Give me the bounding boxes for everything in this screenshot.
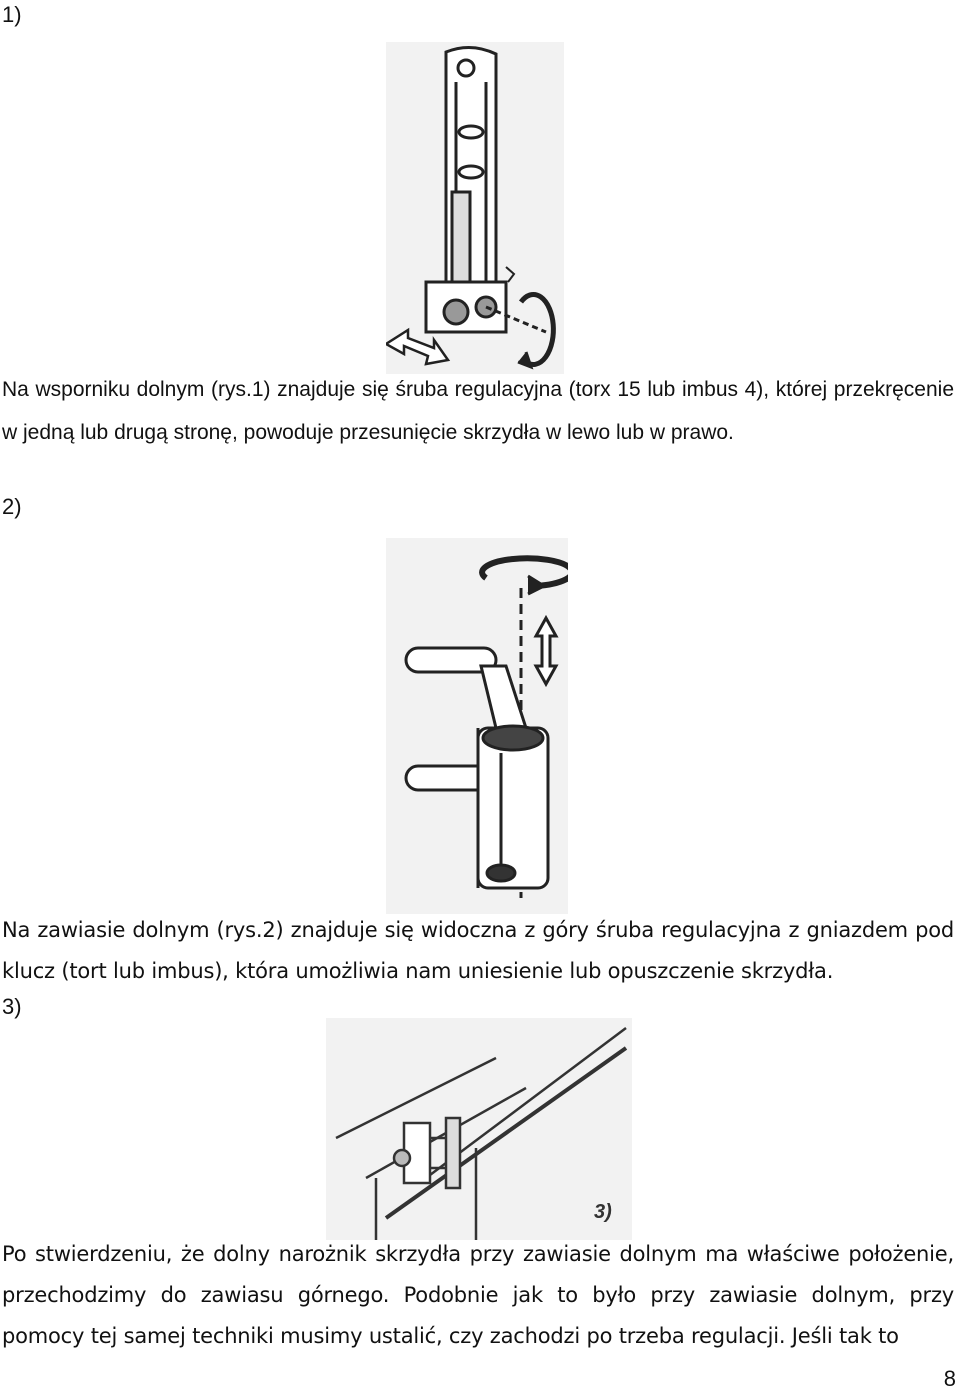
page-number: 8: [943, 1366, 956, 1391]
figure-3-label: 3): [2, 994, 22, 1019]
figure-3-caption: 3): [594, 1201, 612, 1223]
figure-3-illustration: [326, 1018, 632, 1240]
figure-1-label: 1): [2, 2, 22, 27]
figure-2-illustration: [386, 538, 568, 914]
figure-2-label: 2): [2, 494, 22, 519]
paragraph-1: Na wsporniku dolnym (rys.1) znajduje się śruba regulacyjna (torx 15 lub imbus 4), której przekręcenie w jedną lub drugą stronę, powoduje przesunięcie skrzydła w lewo lub w prawo.: [2, 378, 954, 444]
figure-1-illustration: [386, 42, 564, 374]
paragraph-2: Na zawiasie dolnym (rys.2) znajduje się widoczna z góry śruba regulacyjna z gniazdem pod klucz (tort lub imbus), która umożliwia nam uniesienie lub opuszczenie skrzydła.: [2, 918, 954, 983]
paragraph-3: Po stwierdzeniu, że dolny narożnik skrzydła przy zawiasie dolnym ma właściwe położenie, przechodzimy do zawiasu górnego. Podobnie jak to było przy zawiasie dolnym, przy pomocy tej samej techniki musimy ustalić, czy zachodzi po trzeba regulacji. Jeśli tak to: [2, 1242, 954, 1348]
